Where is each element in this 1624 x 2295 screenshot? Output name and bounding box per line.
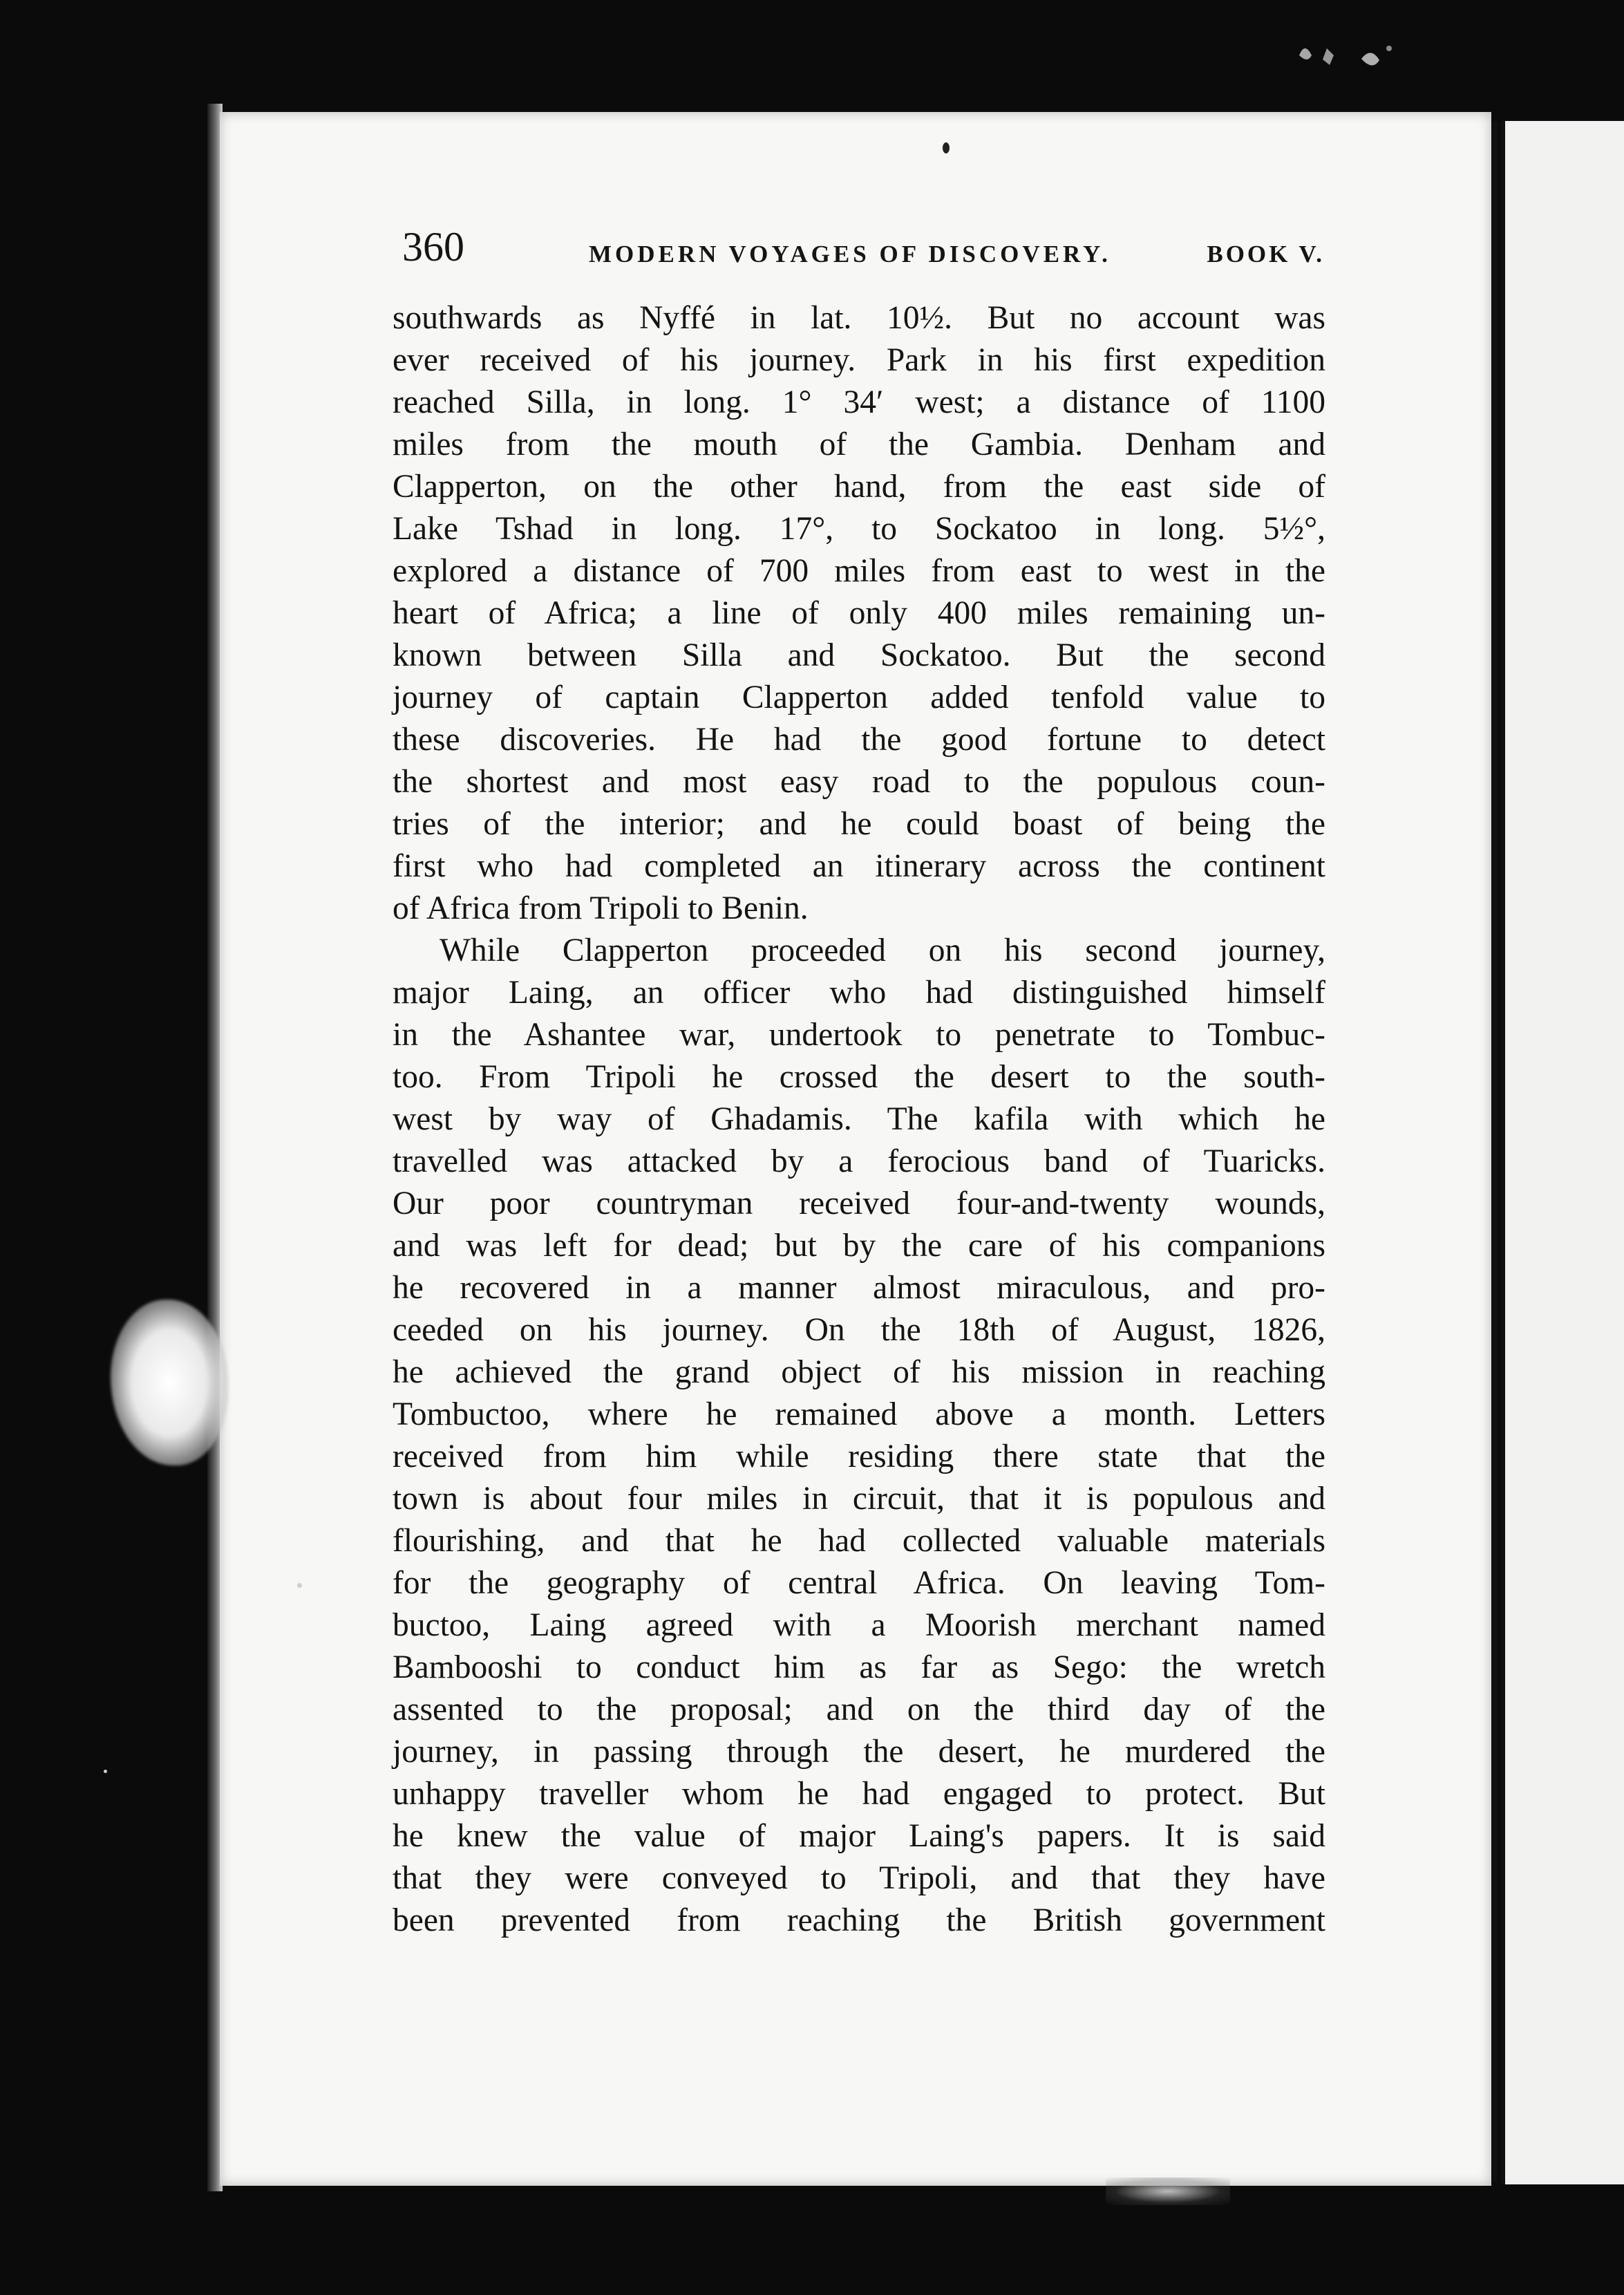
text-line: he achieved the grand object of his mission in reaching	[393, 1354, 1325, 1390]
text-line: of Africa from Tripoli to Benin.	[393, 890, 809, 926]
facing-page-edge	[1501, 121, 1624, 2184]
text-line: explored a distance of 700 miles from east to west in the	[393, 553, 1325, 589]
stray-speck	[297, 1583, 302, 1588]
text-line: Lake Tshad in long. 17°, to Sockatoo in long. 5½°,	[393, 511, 1325, 547]
text-line: travelled was attacked by a ferocious band of Tuaricks.	[393, 1143, 1325, 1179]
paper-damage-spot	[111, 1300, 228, 1465]
text-line: Clapperton, on the other hand, from the east side of	[393, 469, 1325, 505]
text-line: the shortest and most easy road to the populous coun-	[393, 764, 1325, 800]
text-line: first who had completed an itinerary across the continent	[393, 848, 1325, 884]
text-line: west by way of Ghadamis. The kafila with which he	[393, 1101, 1325, 1137]
text-line: Our poor countryman received four-and-twenty wounds,	[393, 1186, 1325, 1221]
text-line: ceeded on his journey. On the 18th of August, 1826,	[393, 1312, 1325, 1348]
gutter-rule	[1493, 121, 1497, 2181]
text-line: heart of Africa; a line of only 400 miles remaining un-	[393, 595, 1325, 631]
text-line: southwards as Nyffé in lat. 10½. But no account was	[393, 300, 1325, 336]
text-line: reached Silla, in long. 1° 34′ west; a distance of 1100	[393, 384, 1325, 420]
text-line: he recovered in a manner almost miraculous, and pro-	[393, 1270, 1325, 1306]
text-line: buctoo, Laing agreed with a Moorish merchant named	[393, 1607, 1325, 1643]
text-line: in the Ashantee war, undertook to penetrate to Tombuc-	[393, 1017, 1325, 1053]
text-line: assented to the proposal; and on the third day of the	[393, 1692, 1325, 1727]
text-line: tries of the interior; and he could boast of being the	[393, 806, 1325, 842]
text-line: Tombuctoo, where he remained above a month. Letters	[393, 1396, 1325, 1432]
text-line: miles from the mouth of the Gambia. Denham and	[393, 427, 1325, 462]
stray-speck	[104, 1770, 107, 1773]
text-line: journey of captain Clapperton added tenfold value to	[393, 680, 1325, 715]
ink-speck	[943, 142, 950, 153]
text-line: While Clapperton proceeded on his second journey,	[440, 933, 1325, 968]
text-line: journey, in passing through the desert, he murdered the	[393, 1734, 1325, 1770]
text-line: for the geography of central Africa. On leaving Tom-	[393, 1565, 1325, 1601]
text-line: major Laing, an officer who had distinguished himself	[393, 975, 1325, 1011]
text-line: and was left for dead; but by the care of his companions	[393, 1228, 1325, 1264]
paragraph-1	[393, 297, 1325, 930]
scan-smudge	[1106, 2177, 1230, 2205]
paragraph-2	[393, 930, 1325, 1942]
text-line: that they were conveyed to Tripoli, and that they have	[393, 1860, 1325, 1896]
text-line: Bambooshi to conduct him as far as Sego: the wretch	[393, 1649, 1325, 1685]
text-line: received from him while residing there state that the	[393, 1439, 1325, 1474]
running-header	[402, 223, 1325, 278]
text-line: too. From Tripoli he crossed the desert to the south-	[393, 1059, 1325, 1095]
text-line: flourishing, and that he had collected valuable materials	[393, 1523, 1325, 1559]
book-label: BOOK V.	[1207, 241, 1325, 268]
text-line: known between Silla and Sockatoo. But the second	[393, 637, 1325, 673]
text-line: unhappy traveller whom he had engaged to protect. But	[393, 1776, 1325, 1812]
text-line: town is about four miles in circuit, that it is populous and	[393, 1481, 1325, 1517]
running-title: MODERN VOYAGES OF DISCOVERY.	[589, 241, 1111, 268]
text-line: these discoveries. He had the good fortune to detect	[393, 722, 1325, 758]
text-line: been prevented from reaching the British government	[393, 1902, 1325, 1938]
corner-specks	[1285, 28, 1410, 90]
page-number: 360	[402, 224, 464, 270]
text-line: he knew the value of major Laing's papers. It is said	[393, 1818, 1325, 1854]
body-text	[393, 297, 1325, 1942]
text-line: ever received of his journey. Park in his first expedition	[393, 342, 1325, 378]
